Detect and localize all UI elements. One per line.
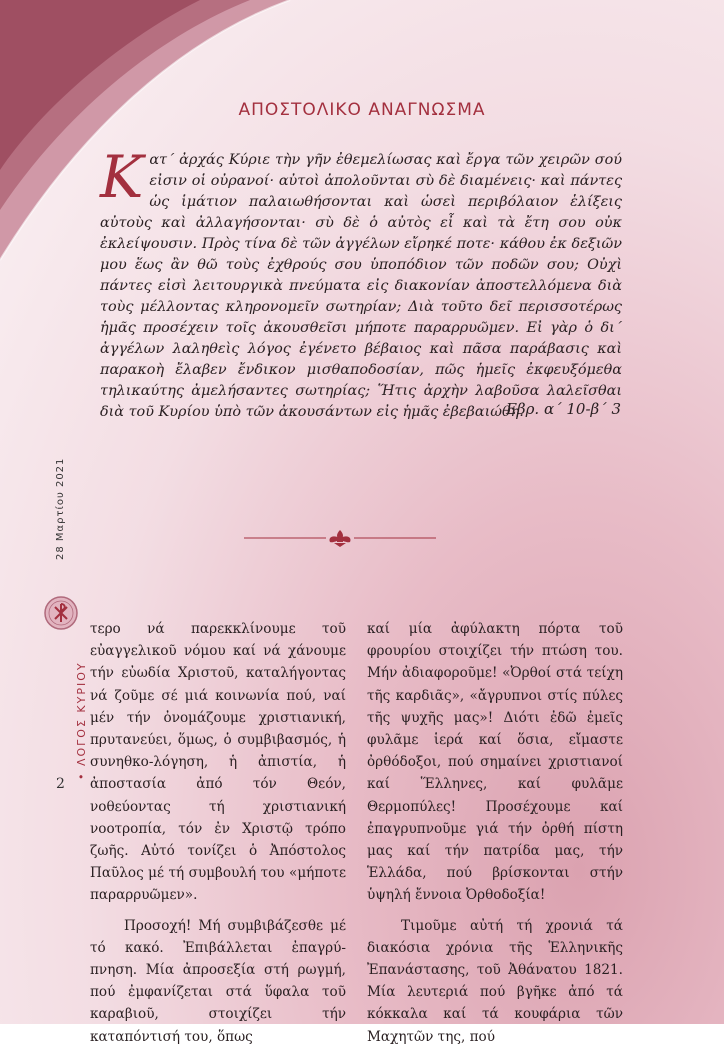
magazine-name: • ΛΟΓΟΣ ΚΥΡΙΟΥ	[75, 661, 88, 780]
paragraph: καί μία ἀφύλακτη πόρτα τοῦ φρουρίου στοιχίζει τήν πτώση του. Μήν ἀδιαφοροῦμε! «Ὀρθοί στά τείχη τῆς καρδιᾶς», «ἄγρυπνοι στίς πύλες τῆς ψυχῆς μας»! Διότι ἐδῶ ἐμεῖς φυλᾶμε ἱερά καί ὅσια, εἴμαστε ὀρθόδοξοι, πού σημαίνει χριστιανοί καί Ἕλληνες, καί φυλᾶμε Θερμοπύλες! Προσέχουμε καί ἐπαγρυπνοῦμε γιά τήν ὀρθή πίστη μας καί τήν πατρίδα μας, τήν Ἑλλάδα, πού βρίσκονται στήν ὑψηλή ἔννοια Ὀρθοδοξία!	[367, 621, 623, 904]
article-column-left	[90, 618, 346, 1048]
paragraph: Προσοχή! Μή συμβιβάζεσθε μέ τό κακό. Ἐπιβάλλεται ἐπαγρύ-πνηση. Μία ἀπροσεξία στή ρωγμή, πού ἐμφανίζεται στά ὕφαλα τοῦ καραβιοῦ, στοιχίζει τήν καταπόντισή του, ὅπως	[90, 917, 346, 1045]
epistle-reading	[100, 143, 622, 423]
article-column-right	[367, 618, 623, 1048]
chi-rho-seal-icon	[44, 596, 78, 630]
page-number: 2	[56, 776, 65, 792]
drop-cap: Κ	[100, 143, 144, 211]
paragraph: τερο νά παρεκκλίνουμε τοῦ εὐαγγελικοῦ νόμου καί νά χάνουμε τήν εὐωδία Χριστοῦ, καταλήγοντας νά ζοῦμε σέ μιά κοινωνία πού, ναί μέν τήν ὀνομάζουμε χριστιανική, πρυτανεύει, ὅμως, ὁ συμβιβασμός, ἡ συνηθκο-λόγηση, ἡ ἀπιστία, ἡ ἀποστασία ἀπό τόν Θεόν, νοθεύοντας τή χριστιανική νοοτροπία, τόν ἐν Χριστῷ τρόπο ζωῆς. Αὐτό τονίζει ὁ Ἀπόστολος Παῦλος μέ τή συμβουλή του «μήποτε παραρρυῶμεν».	[90, 621, 346, 904]
divider-ornament-icon	[240, 528, 440, 548]
paragraph: Τιμοῦμε αὐτή τή χρονιά τά διακόσια χρόνια τῆς Ἑλληνικῆς Ἐπανάστασης, τοῦ Ἀθάνατου 1821. Μία λευτεριά πού βγῆκε ἀπό τά κόκκαλα καί τά κουφάρια τῶν Μαχητῶν της, πού	[367, 917, 623, 1045]
reading-text: ατ΄ ἀρχάς Κύριε τὴν γῆν ἐθεμελίωσας καὶ ἔργα τῶν χειρῶν σού εἰσιν οἱ οὐρανοί· αὐτοὶ ἀπολοῦνται σὺ δὲ διαμένεις· καὶ πάντες ὡς ἱμάτιον παλαιωθήσονται καὶ ὡσεὶ περιβόλαιον ἑλίξεις αὐτοὺς καὶ ἀλλαγήσονται· σὺ δὲ ὁ αὐτὸς εἶ καὶ τὰ ἔτη σου οὐκ ἐκλείψουσιν. Πρὸς τίνα δὲ τῶν ἀγγέλων εἴρηκέ ποτε· κάθου ἐκ δεξιῶν μου ἕως ἂν θῶ τοὺς ἐχθρούς σου ὑποπόδιον τῶν ποδῶν σου; Οὐχὶ πάντες εἰσὶ λειτουργικὰ πνεύματα εἰς διακονίαν ἀποστελλόμενα διὰ τοὺς μέλλοντας κληρονομεῖν σωτηρίαν; Διὰ τοῦτο δεῖ περισσοτέρως ἡμᾶς προσέχειν τοῖς ἀκουσθεῖσι μήποτε παραρρυῶμεν. Εἰ γὰρ ὁ δι΄ ἀγγέλων λαληθεὶς λόγος ἐγένετο βέβαιος καὶ πᾶσα παράβασις καὶ παρακοὴ ἔλαβεν ἔνδικον μισθαποδοσίαν, πῶς ἡμεῖς ἐκφευξόμεθα τηλικαύτης ἀμελήσαντες σωτηρίας; Ἥτις ἀρχὴν λαβοῦσα λαλεῖσθαι διὰ τοῦ Κυρίου ὑπὸ τῶν ἀκουσάντων εἰς ἡμᾶς ἐβεβαιώθη.	[100, 152, 622, 420]
page-title: ΑΠΟΣΤΟΛΙΚΟ ΑΝΑΓΝΩΣΜΑ	[238, 100, 486, 120]
scripture-reference: Εβρ. α΄ 10-β΄ 3	[505, 400, 621, 418]
bullet-icon: •	[75, 771, 88, 780]
issue-date: 28 Μαρτίου 2021	[55, 457, 66, 560]
